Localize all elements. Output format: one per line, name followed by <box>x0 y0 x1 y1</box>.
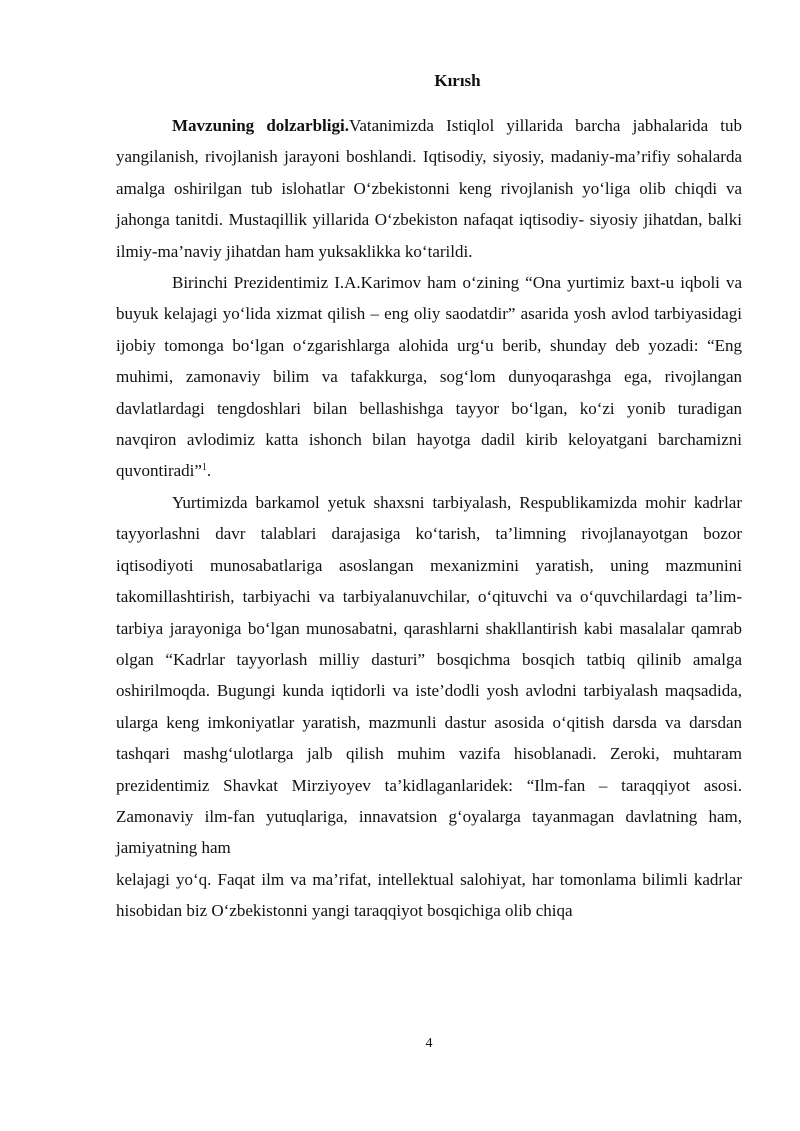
paragraph-lead-heading: Mavzuning dolzarbligi. <box>172 116 349 135</box>
document-body <box>116 110 742 927</box>
paragraph-end-punctuation: . <box>206 461 212 481</box>
paragraph-president-quote <box>116 267 742 487</box>
paragraph-text: kelajagi yo‘q. Faqat ilm va ma’rifat, intellektual salohiyat, har tomonlama bilimli kadrlar hisobidan biz O‘zbekistonni yangi taraqqiyot bosqichiga olib chiqa <box>116 869 742 921</box>
paragraph-continuation <box>116 864 742 927</box>
footnote-reference[interactable]: 1 <box>201 462 207 474</box>
paragraph-relevance <box>116 110 742 267</box>
paragraph-text: Yurtimizda barkamol yetuk shaxsni tarbiyalash, Respublikamizda mohir kadrlar tayyorlashni davr talablari darajasiga ko‘tarish, ta’limning rivojlanayotgan bozor iqtisodiyoti munosabatlariga asoslangan mexanizmini yaratish, uning mazmunini takomillashtirish, tarbiyachi va tarbiyalanuvchilar, o‘qituvchi va o‘quvchilardagi ta’lim-tarbiya jarayoniga bo‘lgan munosabatni, qarashlarni shakllantirish kabi masalalar qamrab olgan “Kadrlar tayyorlash milliy dasturi” bosqichma bosqich tatbiq qilinib amalga oshirilmoqda. Bugungi kunda iqtidorli va iste’dodli yosh avlodni tarbiyalash maqsadida, ularga keng imkoniyatlar yaratish, mazmunli dastur asosida o‘qitish darsda va darsdan tashqari mashg‘ulotlarga jalb qilish muhim vazifa hisoblanadi. Zeroki, muhtaram prezidentimiz Shavkat Mirziyoyev ta’kidlaganlaridek: “Ilm-fan – taraqqiyot asosi. Zamonaviy ilm-fan yutuqlariga, innavatsion g‘oyalarga tayanmagan davlatning ham, jamiyatning ham <box>116 492 742 858</box>
paragraph-text: Vatanimizda Istiqlol yillarida barcha jabhalarida tub yangilanish, rivojlanish jarayoni boshlandi. Iqtisodiy, siyosiy, madaniy-ma’rifiy sohalarda amalga oshirilgan tub islohatlar O‘zbekistonni keng rivojlanish yo‘liga olib chiqdi va jahonga tanitdi. Mustaqillik yillarida O‘zbekiston nafaqat iqtisodiy- siyosiy jihatdan, balki ilmiy-ma’naviy jihatdan ham yuksaklikka ko‘tarildi. <box>116 116 742 261</box>
paragraph-text: Birinchi Prezidentimiz I.A.Karimov ham o‘zining “Ona yurtimiz baxt-u iqboli va buyuk kelajagi yo‘lida xizmat qilish – eng oliy saodatdir” asarida yosh avlod tarbiyasidagi ijobiy tomonga bo‘lgan o‘zgarishlarga alohida urg‘u berib, shunday deb yozadi: “Eng muhimi, zamonaviy bilim va tafakkurga, sog‘lom dunyoqarashga ega, rivojlangan davlatlardagi tengdoshlari bilan bellashishga tayyor bo‘lgan, ko‘zi yonib turadigan navqiron avlodimiz katta ishonch bilan hayotga dadil kirib keloyatgani barchamizni quvontiradi” <box>116 273 742 481</box>
page-number: 4 <box>425 1036 433 1051</box>
section-heading: Kırısh <box>434 71 481 90</box>
paragraph-education-reform <box>116 487 742 864</box>
